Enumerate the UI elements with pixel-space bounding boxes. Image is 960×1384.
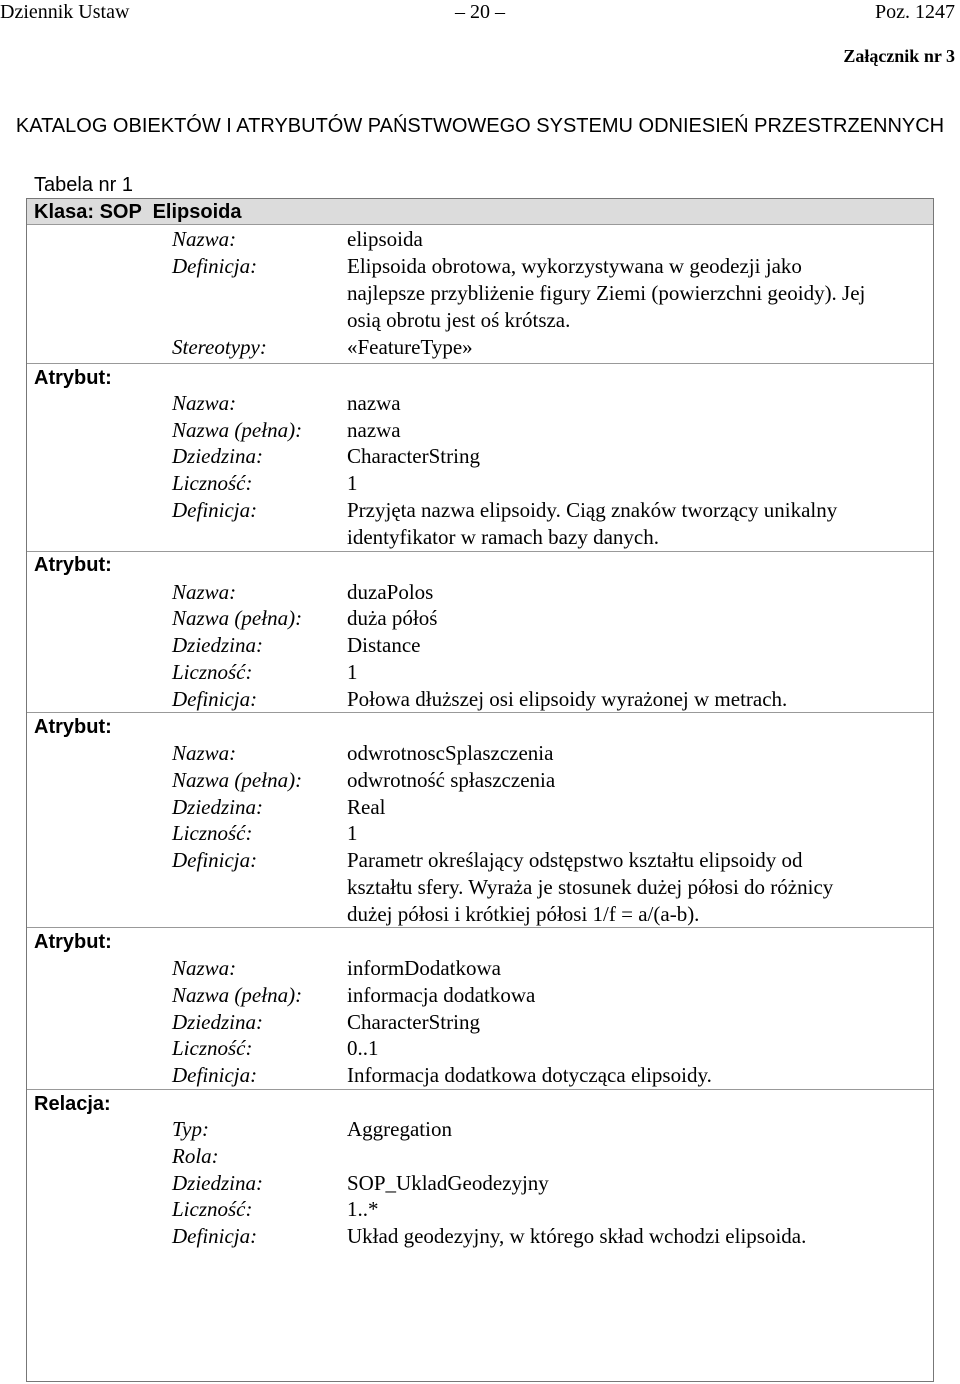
class-name: Elipsoida [152, 201, 242, 223]
section-divider [27, 927, 933, 928]
attr4-nazwa-value: informDodatkowa [347, 956, 501, 980]
attr1-definicja-line-2: identyfikator w ramach bazy danych. [347, 525, 659, 549]
attr2-pelna-label: Nazwa (pełna): [172, 606, 303, 630]
rel-definicja-label: Definicja: [172, 1224, 258, 1248]
attr3-pelna-value: odwrotność spłaszczenia [347, 768, 556, 792]
attr1-dziedzina-value: CharacterString [347, 444, 480, 468]
attr3-definicja-line-1: Parametr określający odstępstwo kształtu elipsoidy od [347, 848, 803, 872]
attr2-definicja-label: Definicja: [172, 687, 258, 711]
attr1-licznosc-value: 1 [347, 471, 358, 495]
attr3-dziedzina-value: Real [347, 795, 386, 819]
attribute-2-label: Atrybut: [34, 554, 112, 576]
attr4-licznosc-label: Liczność: [172, 1036, 253, 1060]
position-number: Poz. 1247 [875, 1, 955, 23]
attr1-licznosc-label: Liczność: [172, 471, 253, 495]
class-code: SOP [99, 201, 142, 223]
attr2-licznosc-value: 1 [347, 660, 358, 684]
rel-dziedzina-label: Dziedzina: [172, 1171, 263, 1195]
class-stereotypy-label: Stereotypy: [172, 335, 267, 359]
attr2-definicja-line-1: Połowa dłuższej osi elipsoidy wyrażonej w metrach. [347, 687, 788, 711]
attr3-pelna-label: Nazwa (pełna): [172, 768, 303, 792]
attr4-definicja-line-1: Informacja dodatkowa dotycząca elipsoidy. [347, 1063, 712, 1087]
attr1-definicja-line-1: Przyjęta nazwa elipsoidy. Ciąg znaków tworzący unikalny [347, 498, 838, 522]
attr3-licznosc-label: Liczność: [172, 821, 253, 845]
section-divider [27, 551, 933, 552]
attribute-1-label: Atrybut: [34, 367, 112, 389]
attribute-4-label: Atrybut: [34, 931, 112, 953]
attr1-pelna-value: nazwa [347, 418, 401, 442]
class-nazwa-label: Nazwa: [172, 227, 237, 251]
attr4-pelna-value: informacja dodatkowa [347, 983, 536, 1007]
class-definicja-label: Definicja: [172, 254, 258, 278]
class-table [26, 198, 934, 1382]
attr3-licznosc-value: 1 [347, 821, 358, 845]
attr4-dziedzina-label: Dziedzina: [172, 1010, 263, 1034]
attr3-dziedzina-label: Dziedzina: [172, 795, 263, 819]
class-definicja-line-1: Elipsoida obrotowa, wykorzystywana w geodezji jako [347, 254, 802, 278]
class-nazwa-value: elipsoida [347, 227, 423, 251]
attr3-nazwa-label: Nazwa: [172, 741, 237, 765]
attr1-nazwa-value: nazwa [347, 391, 401, 415]
rel-typ-value: Aggregation [347, 1117, 452, 1141]
rel-definicja-value: Układ geodezyjny, w którego skład wchodzi elipsoida. [347, 1224, 807, 1248]
attr4-definicja-label: Definicja: [172, 1063, 258, 1087]
attr1-pelna-label: Nazwa (pełna): [172, 418, 303, 442]
class-stereotypy-value: «FeatureType» [347, 335, 473, 359]
attr2-dziedzina-label: Dziedzina: [172, 633, 263, 657]
section-divider [27, 712, 933, 713]
catalog-title: KATALOG OBIEKTÓW I ATRYBUTÓW PAŃSTWOWEGO SYSTEMU ODNIESIEŃ PRZESTRZENNYCH [15, 115, 945, 137]
attr4-licznosc-value: 0..1 [347, 1036, 379, 1060]
attribute-3-label: Atrybut: [34, 716, 112, 738]
journal-name: Dziennik Ustaw [0, 1, 130, 23]
attr2-dziedzina-value: Distance [347, 633, 421, 657]
attr3-definicja-line-3: dużej półosi i krótkiej półosi 1/f = a/(a-b). [347, 902, 700, 926]
attr1-nazwa-label: Nazwa: [172, 391, 237, 415]
attr2-licznosc-label: Liczność: [172, 660, 253, 684]
class-definicja-line-3: osią obrotu jest oś krótsza. [347, 308, 571, 332]
rel-licznosc-label: Liczność: [172, 1197, 253, 1221]
section-divider [27, 363, 933, 364]
rel-licznosc-value: 1..* [347, 1197, 379, 1221]
attr4-pelna-label: Nazwa (pełna): [172, 983, 303, 1007]
attr3-nazwa-value: odwrotnoscSplaszczenia [347, 741, 554, 765]
attr4-nazwa-label: Nazwa: [172, 956, 237, 980]
rel-typ-label: Typ: [172, 1117, 209, 1141]
page-number: – 20 – [455, 1, 505, 23]
rel-dziedzina-value: SOP_UkladGeodezyjny [347, 1171, 549, 1195]
annex-label: Załącznik nr 3 [843, 46, 955, 66]
attr1-dziedzina-label: Dziedzina: [172, 444, 263, 468]
section-divider [27, 1089, 933, 1090]
attr3-definicja-line-2: kształtu sfery. Wyraża je stosunek dużej półosi do różnicy [347, 875, 834, 899]
rel-rola-label: Rola: [172, 1144, 219, 1168]
attr3-definicja-label: Definicja: [172, 848, 258, 872]
table-number: Tabela nr 1 [34, 174, 133, 196]
attr2-pelna-value: duża półoś [347, 606, 438, 630]
attr2-nazwa-label: Nazwa: [172, 580, 237, 604]
attr1-definicja-label: Definicja: [172, 498, 258, 522]
relation-label: Relacja: [34, 1093, 111, 1115]
class-definicja-line-2: najlepsze przybliżenie figury Ziemi (powierzchni geoidy). Jej [347, 281, 866, 305]
class-header [27, 199, 933, 225]
attr4-dziedzina-value: CharacterString [347, 1010, 480, 1034]
attr2-nazwa-value: duzaPolos [347, 580, 434, 604]
class-label: Klasa: [34, 201, 95, 223]
